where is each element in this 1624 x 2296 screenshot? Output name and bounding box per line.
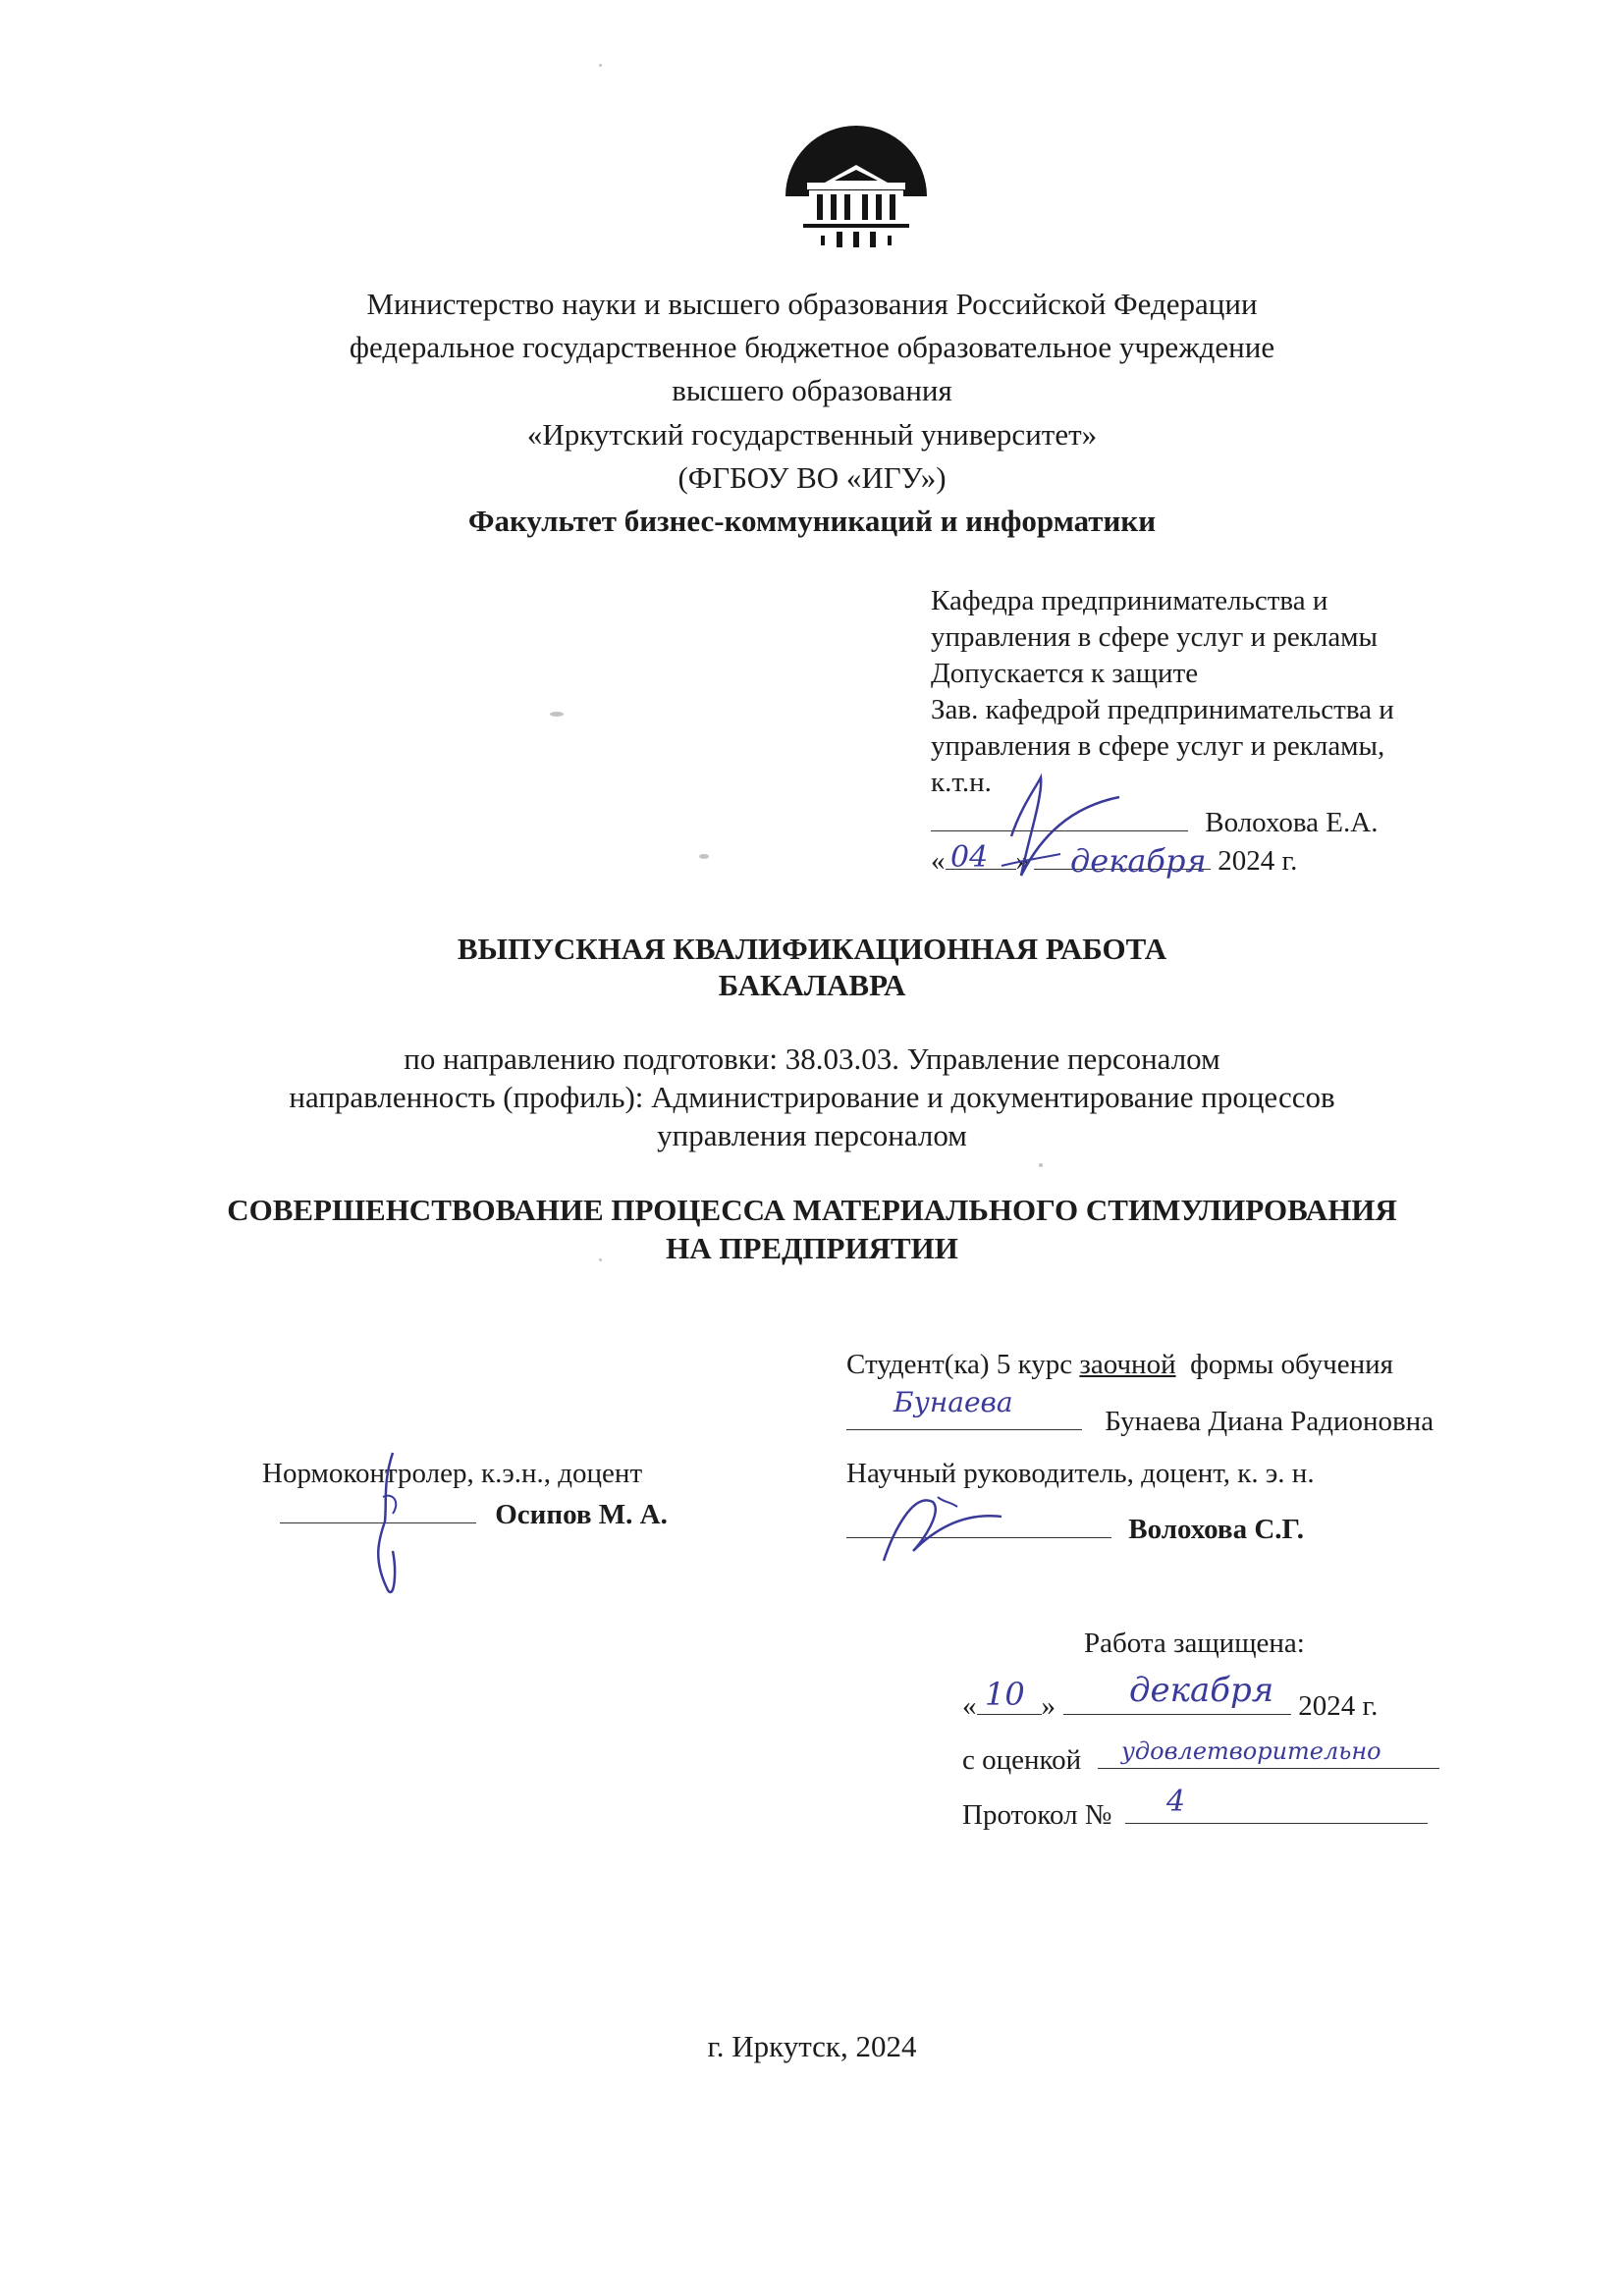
department-line-1: Кафедра предпринимательства и (931, 585, 1328, 616)
study-direction: по направлению подготовки: 38.03.03. Управление персоналом (404, 1041, 1220, 1076)
work-title-line-2: БАКАЛАВРА (718, 968, 906, 1002)
student-form-row (846, 1346, 1393, 1383)
norm-controller-name: Осипов М. А. (495, 1499, 668, 1530)
head-signature (982, 768, 1129, 895)
norm-controller-row (280, 1495, 668, 1533)
thesis-topic-line-1: СОВЕРШЕНСТВОВАНИЕ ПРОЦЕССА МАТЕРИАЛЬНОГО СТИМУЛИРОВАНИЯ (227, 1193, 1397, 1227)
institution-type-line-2: высшего образования (672, 373, 952, 407)
scan-speck (699, 854, 709, 859)
department-line-2: управления в сфере услуг и рекламы (931, 621, 1379, 653)
student-handwritten-signature: Бунаева (893, 1386, 1013, 1418)
head-degree: к.т.н. (931, 767, 992, 798)
work-title-line-1: ВЫПУСКНАЯ КВАЛИФИКАЦИОННАЯ РАБОТА (457, 932, 1167, 966)
department-head-line-2: управления в сфере услуг и рекламы, (931, 730, 1385, 762)
university-abbrev: (ФГБОУ ВО «ИГУ») (677, 460, 947, 495)
institution-type-line: федеральное государственное бюджетное образовательное учреждение (349, 330, 1275, 364)
quote-open: « (931, 845, 946, 877)
scan-speck (1039, 1163, 1043, 1167)
handwritten-grade: удовлетворительно (1121, 1737, 1381, 1765)
head-name: Волохова Е.А. (1205, 807, 1379, 838)
study-form-suffix: формы обучения (1190, 1349, 1394, 1380)
study-form: заочной (1079, 1349, 1176, 1380)
handwritten-defense-day: 10 (985, 1676, 1025, 1713)
protocol-row (962, 1795, 1428, 1834)
department-head-line-1: Зав. кафедрой предпринимательства и (931, 694, 1394, 725)
handwritten-protocol-number: 4 (1166, 1785, 1186, 1819)
supervisor-name: Волохова С.Г. (1128, 1514, 1304, 1545)
ministry-line: Министерство науки и высшего образования Российской Федерации (366, 287, 1258, 321)
study-profile-line-1: направленность (профиль): Администрирование и документирование процессов (289, 1080, 1335, 1114)
study-profile-line-2: управления персоналом (657, 1118, 967, 1152)
city-year: г. Иркутск, 2024 (707, 2029, 917, 2063)
approval-year: 2024 г. (1218, 845, 1298, 877)
norm-controller-title: Нормоконтролер, к.э.н., доцент (262, 1458, 643, 1489)
supervisor-signature (864, 1472, 1011, 1580)
student-name: Бунаева Диана Радионовна (1105, 1406, 1435, 1437)
handwritten-month: декабря (1070, 842, 1207, 880)
handwritten-defense-month: декабря (1129, 1671, 1274, 1710)
supervisor-title: Научный руководитель, доцент, к. э. н. (846, 1458, 1315, 1489)
scan-speck (550, 712, 564, 717)
quote-open: « (962, 1690, 977, 1722)
grade-label: с оценкой (962, 1744, 1082, 1776)
university-name: «Иркутский государственный университет» (526, 417, 1098, 452)
quote-close: » (1041, 1690, 1056, 1722)
faculty-name: Факультет бизнес-коммуникаций и информатики (467, 504, 1157, 538)
defense-label: Работа защищена: (1084, 1628, 1305, 1659)
norm-controller-signature (353, 1443, 422, 1620)
quote-close: » (1015, 845, 1030, 877)
handwritten-day: 04 (950, 840, 989, 875)
protocol-label: Протокол № (962, 1799, 1112, 1831)
thesis-topic-line-2: НА ПРЕДПРИЯТИИ (666, 1231, 958, 1265)
scan-speck (599, 64, 602, 67)
defense-year: 2024 г. (1298, 1690, 1379, 1722)
student-course: Студент(ка) 5 курс (846, 1349, 1073, 1380)
university-building-logo (778, 126, 935, 253)
admit-to-defense: Допускается к защите (931, 658, 1199, 689)
